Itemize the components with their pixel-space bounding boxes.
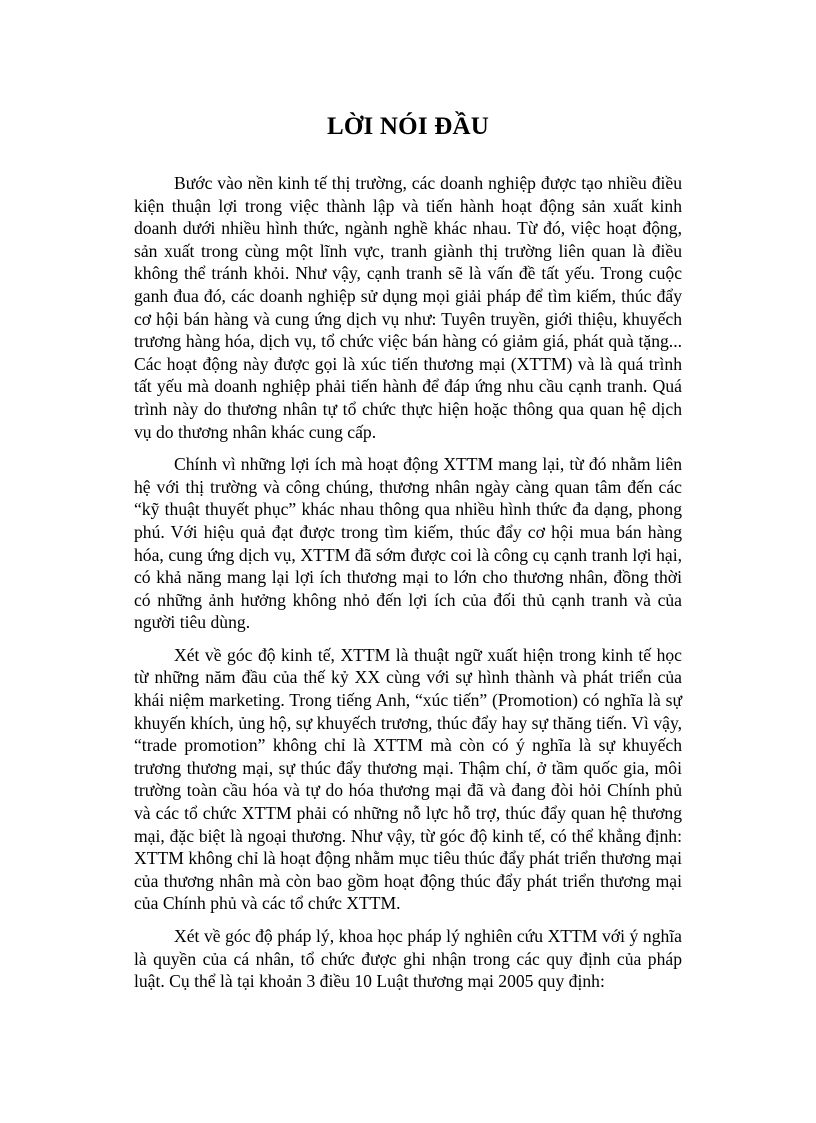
paragraph-4: Xét về góc độ pháp lý, khoa học pháp lý nghiên cứu XTTM với ý nghĩa là quyền của cá nhân, tổ chức được ghi nhận trong các quy định của pháp luật. Cụ thể là tại khoản 3 điều 10 Luật thương mại 2005 quy định: bbox=[134, 926, 682, 992]
paragraph-3: Xét về góc độ kinh tế, XTTM là thuật ngữ xuất hiện trong kinh tế học từ những năm đầu của thế kỷ XX cùng với sự hình thành và phát triển của khái niệm marketing. Trong tiếng Anh, “xúc tiến” (Promotion) có nghĩa là sự khuyến khích, ủng hộ, sự khuyếch trương, thúc đẩy hay sự thăng tiến. Vì vậy, “trade promotion” không chỉ là XTTM mà còn có ý nghĩa là sự khuyếch trương thương mại, sự thúc đẩy thương mại. Thậm chí, ở tầm quốc gia, môi trường toàn cầu hóa và tự do hóa thương mại đã và đang đòi hỏi Chính phủ và các tổ chức XTTM phải có những nỗ lực hỗ trợ, thúc đẩy quan hệ thương mại, đặc biệt là ngoại thương. Như vậy, từ góc độ kinh tế, có thể khẳng định: XTTM không chỉ là hoạt động nhằm mục tiêu thúc đẩy phát triển thương mại của thương nhân mà còn bao gồm hoạt động thúc đẩy phát triển thương mại của Chính phủ và các tổ chức XTTM. bbox=[134, 644, 682, 914]
page-title: LỜI NÓI ĐẦU bbox=[327, 113, 489, 140]
paragraph-1: Bước vào nền kinh tế thị trường, các doanh nghiệp được tạo nhiều điều kiện thuận lợi trong việc thành lập và tiến hành hoạt động sản xuất kinh doanh dưới nhiều hình thức, ngành nghề khác nhau. Từ đó, việc hoạt động, sản xuất trong cùng một lĩnh vực, tranh giành thị trường liên quan là điều không thể tránh khỏi. Như vậy, cạnh tranh sẽ là vấn đề tất yếu. Trong cuộc ganh đua đó, các doanh nghiệp sử dụng mọi giải pháp để tìm kiếm, thúc đẩy cơ hội bán hàng và cung ứng dịch vụ như: Tuyên truyền, giới thiệu, khuyếch trương hàng hóa, dịch vụ, tổ chức việc bán hàng có giảm giá, phát quà tặng... Các hoạt động này được gọi là xúc tiến thương mại (XTTM) và là quá trình tất yếu mà doanh nghiệp phải tiến hành để đáp ứng nhu cầu cạnh tranh. Quá trình này do thương nhân tự tổ chức thực hiện hoặc thông qua quan hệ dịch vụ do thương nhân khác cung cấp. bbox=[134, 173, 682, 442]
document-page bbox=[134, 112, 682, 1003]
paragraph-2: Chính vì những lợi ích mà hoạt động XTTM mang lại, từ đó nhằm liên hệ với thị trường và công chúng, thương nhân ngày càng quan tâm đến các “kỹ thuật thuyết phục” khác nhau thông qua nhiều hình thức đa dạng, phong phú. Với hiệu quả đạt được trong tìm kiếm, thúc đẩy cơ hội mua bán hàng hóa, cung ứng dịch vụ, XTTM đã sớm được coi là công cụ cạnh tranh lợi hại, có khả năng mang lại lợi ích thương mại to lớn cho thương nhân, đồng thời có những ảnh hưởng không nhỏ đến lợi ích của đối thủ cạnh tranh và của người tiêu dùng. bbox=[134, 454, 682, 633]
